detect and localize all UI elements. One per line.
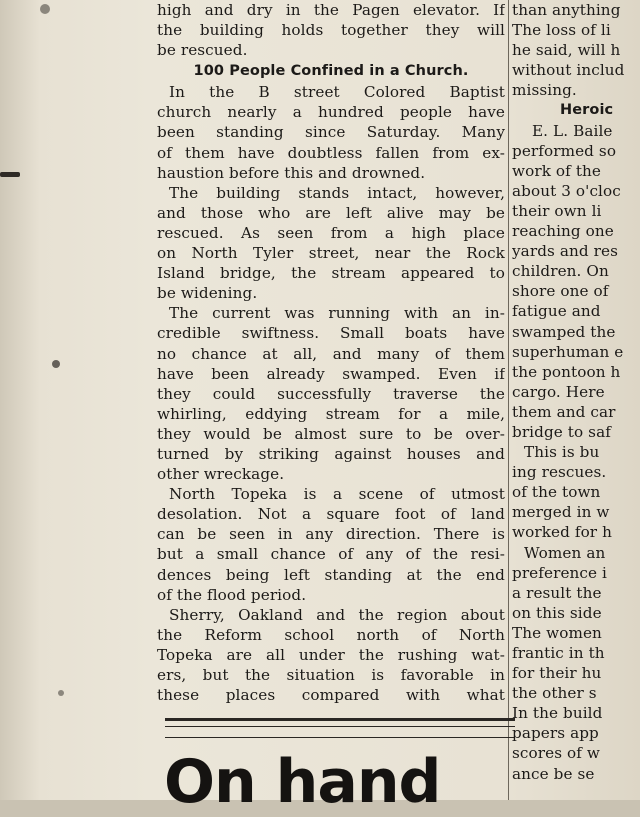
margin-ink-spot [40,4,50,14]
section-rule [165,737,515,738]
margin-ink-mark [0,172,20,177]
article-line: have been already swamped. Even if [157,364,505,383]
article-line: about 3 o'cloc [512,181,621,200]
article-line: E. L. Baile [532,121,613,140]
article-line: desolation. Not a square foot of land [157,505,505,524]
article-line: performed so [512,141,617,160]
article-line: The building stands intact, however, [169,183,505,202]
article-line: of the town [512,483,601,502]
article-line: bridge to saf [512,422,611,441]
article-line: the Reform school north of North [157,625,505,644]
article-line: The current was running with an in- [169,304,505,323]
article-line: merged in w [512,503,610,522]
article-line: rescued. As seen from a high place [157,223,505,242]
article-line: papers app [512,724,599,743]
article-line: Topeka are all under the rushing wat- [157,645,505,664]
article-line: of them have doubtless fallen from ex- [157,143,505,162]
article-line: he said, will h [512,41,621,60]
section-rule [165,718,515,721]
article-line: frantic in th [512,644,605,662]
article-line: ing rescues. [512,463,607,482]
article-line: be widening. [157,284,258,303]
article-line: In the build [512,704,603,723]
article-line: a result the [512,583,602,602]
article-line: without includ [512,61,625,80]
article-line: fatigue and [512,302,601,321]
article-line: church nearly a hundred people have [157,103,505,122]
article-line: these places compared with what [157,686,505,705]
article-line: and those who are left alive may be [157,203,505,222]
article-line: other wreckage. [157,465,285,484]
article-line: on North Tyler street, near the Rock [157,244,505,263]
article-line: they would be almost sure to be over- [157,424,505,443]
article-line: turned by striking against houses and [157,444,505,463]
article-line: The women [512,623,602,642]
article-line: This is bu [524,443,600,462]
main-article-column [157,0,505,705]
article-line: Women an [524,543,606,562]
section-subhead: Heroic [560,102,614,119]
right-article-column [512,0,640,784]
article-line: of the flood period. [157,585,307,604]
article-line: children. On [512,262,609,281]
margin-ink-spot [58,690,64,696]
article-line: preference i [512,563,607,582]
article-line: reaching one [512,222,614,241]
article-line: cargo. Here [512,382,605,401]
article-line: Sherry, Oakland and the region about [169,605,505,624]
article-line: ance be se [512,764,595,783]
article-line: the pontoon h [512,362,621,381]
article-line: haustion before this and drowned. [157,163,426,182]
article-line: they could successfully traverse the [157,384,505,403]
article-line: swamped the [512,322,616,341]
article-line: dences being left standing at the end [157,565,505,584]
article-line: them and car [512,402,616,421]
article-line: for their hu [512,664,602,683]
article-line: the building holds together they will [157,21,505,40]
article-line: scores of w [512,744,601,763]
article-line: North Topeka is a scene of utmost [169,485,505,504]
article-line: their own li [512,201,602,220]
article-line: than anything [512,1,621,19]
article-line: work of the [512,161,601,180]
article-line: the other s [512,684,597,703]
article-line: shore one of [512,282,609,301]
article-line: can be seen in any direction. There is [157,525,505,544]
article-line: on this side [512,603,602,622]
bottom-headline: On hand [164,747,441,817]
article-line: worked for h [512,523,612,542]
section-rule [165,726,515,727]
article-line: The loss of li [512,21,611,40]
article-line: missing. [512,81,577,100]
section-subhead: 100 People Confined in a Church. [193,63,469,80]
margin-ink-spot [52,360,60,368]
article-line: be rescued. [157,41,248,60]
column-divider [508,0,509,800]
article-line: Island bridge, the stream appeared to [157,264,505,283]
article-line: superhuman e [512,342,624,361]
article-line: but a small chance of any of the resi- [157,545,505,564]
article-line: credible swiftness. Small boats have [157,324,505,343]
article-line: whirling, eddying stream for a mile, [157,404,505,423]
article-line: been standing since Saturday. Many [157,123,505,142]
article-line: no chance at all, and many of them [157,344,505,363]
article-line: ers, but the situation is favorable in [157,666,505,684]
article-line: yards and res [512,242,618,261]
article-line: In the B street Colored Baptist [169,83,505,102]
article-line: high and dry in the Pagen elevator. If [157,1,505,19]
